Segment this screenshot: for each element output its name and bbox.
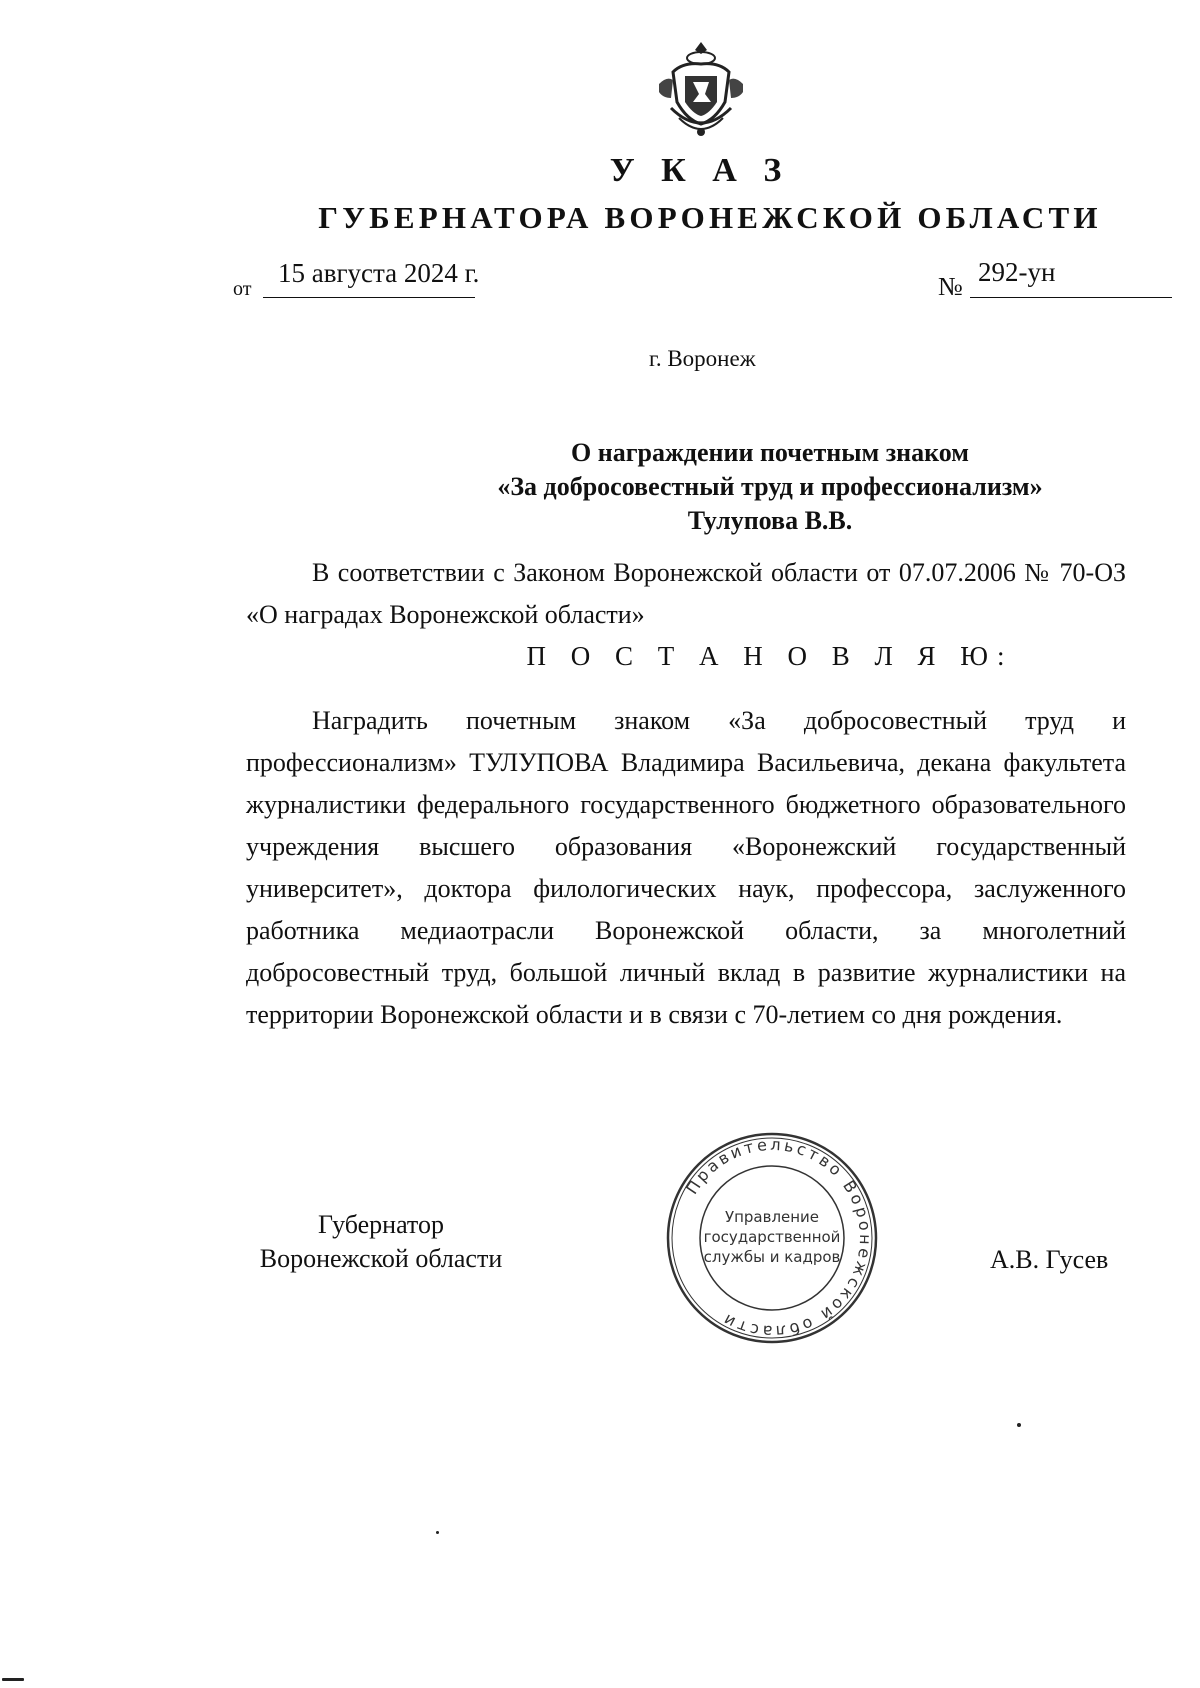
- document-type-title: У К А З: [609, 152, 791, 189]
- date-underline: [263, 297, 475, 298]
- position-line-2: Воронежской области: [259, 1244, 503, 1273]
- document-heading: [300, 436, 1200, 538]
- scan-speck: [436, 1531, 439, 1534]
- stamp-outer-text: Правительство Воронежской области: [682, 1134, 876, 1342]
- number-underline: [970, 297, 1172, 298]
- stamp-inner-line-1: Управление: [724, 1208, 820, 1226]
- scan-speck: [2, 1678, 24, 1681]
- heading-line-1: О награждении почетным знаком: [570, 438, 969, 467]
- document-number: 292-ун: [978, 257, 1056, 287]
- document-issuer-title: ГУБЕРНАТОРА ВОРОНЕЖСКОЙ ОБЛАСТИ: [318, 200, 1102, 235]
- stamp-inner-line-3: службы и кадров: [703, 1248, 841, 1266]
- date-prefix: от: [233, 278, 252, 300]
- official-stamp: [662, 1128, 882, 1348]
- signatory-position: [246, 1208, 516, 1276]
- main-paragraph: Наградить почетным знаком «За добросовестный труд и профессионализм» ТУЛУПОВА Владимира Васильевича, декана факультета журналистики федерального государственного бюджетного образовательного учреждения высшего образования «Воронежский государственный университет», доктора филологических наук, профессора, заслуженного работника медиаотрасли Воронежской области, за многолетний добросовестный труд, большой личный вклад в развитие журналистики на территории Воронежской области и в связи с 70-летием со дня рождения.: [246, 706, 1126, 1029]
- document-date: 15 августа 2024 г.: [278, 258, 480, 288]
- position-line-1: Губернатор: [318, 1210, 444, 1239]
- decree-word: П О С Т А Н О В Л Я Ю:: [526, 641, 1014, 671]
- scan-speck: [1017, 1423, 1021, 1427]
- preamble-paragraph: В соответствии с Законом Воронежской области от 07.07.2006 № 70-ОЗ «О наградах Воронежской области»: [246, 558, 1126, 629]
- coat-of-arms-emblem: [655, 38, 747, 142]
- number-prefix: №: [938, 272, 963, 301]
- heading-line-3: Тулупова В.В.: [687, 506, 853, 535]
- city-label: г. Воронеж: [649, 346, 756, 371]
- stamp-inner-line-2: государственной: [703, 1228, 841, 1246]
- heading-line-2: «За добросовестный труд и профессионализм»: [497, 472, 1043, 501]
- signatory-name: А.В. Гусев: [990, 1245, 1109, 1274]
